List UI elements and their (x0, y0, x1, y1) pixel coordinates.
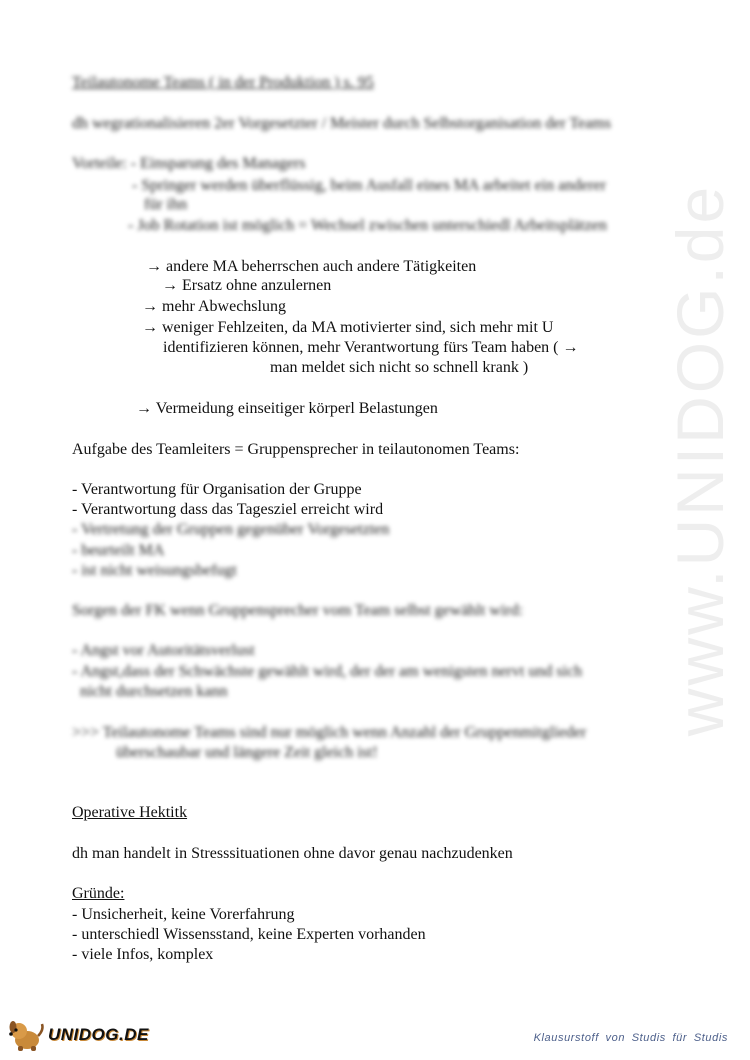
blurred-sorgen-1: - Angst vor Autoritätsverlust (72, 642, 255, 659)
dog-logo-icon (6, 1018, 46, 1052)
blurred-vorteile-line-2: - Springer werden überflüssig, beim Ausfall eines MA arbeitet ein anderer (132, 177, 607, 194)
aufgabe-item-1: - Verantwortung für Organisation der Gruppe (72, 481, 362, 498)
blurred-fazit-1: >>> Teilautonome Teams sind nur möglich wenn Anzahl der Gruppenmitglieder (72, 724, 587, 741)
blurred-vorteile-line-1: Vorteile: - Einsparung des Managers (72, 155, 306, 172)
footer-slogan: Klausurstoff von Studis für Studis (533, 1032, 728, 1044)
arrow-line-2: → Ersatz ohne anzulernen (162, 277, 332, 294)
arrow-line-3: → mehr Abwechslung (142, 298, 286, 315)
blurred-vorteile-line-4: - Job Rotation ist möglich = Wechsel zwischen unterschiedl Arbeitsplätzen (128, 217, 607, 234)
arrow-line-5: → Vermeidung einseitiger körperl Belastungen (136, 400, 438, 417)
aufgabe-item-5: - ist nicht weisungsbefugt (72, 562, 237, 579)
aufgabe-item-2: - Verantwortung dass das Tagesziel erreicht wird (72, 501, 384, 518)
aufgabe-item-3: - Vertretung der Gruppen gegenüber Vorgesetzten (72, 521, 390, 538)
blurred-fazit-2: überschaubar und längere Zeit gleich ist! (116, 744, 378, 761)
aufgabe-title: Aufgabe des Teamleiters = Gruppensprecher in teilautonomen Teams: (72, 441, 520, 458)
gruende-item-1: - Unsicherheit, keine Vorerfahrung (72, 906, 295, 923)
arrow-line-4c: man meldet sich nicht so schnell krank ) (270, 359, 529, 376)
gruende-item-3: - viele Infos, komplex (72, 946, 214, 963)
brand-name: UNIDOG.DE (48, 1025, 149, 1044)
aufgabe-item-4: - beurteilt MA (72, 542, 165, 559)
arrow-line-1: → andere MA beherrschen auch andere Tätigkeiten (146, 258, 477, 275)
watermark-text: www.UNIDOG.de (663, 183, 737, 737)
operative-title: Operative Hektitk (72, 804, 188, 821)
gruende-title: Gründe: (72, 885, 125, 902)
gruende-item-2: - unterschiedl Wissensstand, keine Experten vorhanden (72, 926, 426, 943)
blurred-vorteile-line-3: für ihn (144, 196, 188, 213)
operative-text: dh man handelt in Stresssituationen ohne davor genau nachzudenken (72, 845, 513, 862)
blurred-sorgen-title: Sorgen der FK wenn Gruppensprecher vom Team selbst gewählt wird: (72, 602, 524, 619)
arrow-line-4: → weniger Fehlzeiten, da MA motivierter sind, sich mehr mit U (142, 319, 554, 336)
arrow-line-4b: identifizieren können, mehr Verantwortung fürs Team haben ( → (163, 339, 579, 356)
blurred-title: Teilautonome Teams ( in der Produktion ) s. 95 (72, 74, 374, 91)
footer-brand (6, 1018, 156, 1052)
blurred-sorgen-3: nicht durchsetzen kann (80, 683, 228, 700)
blurred-intro: dh wegrationalisieren 2er Vorgesetzter / Meister durch Selbstorganisation der Teams (72, 115, 612, 132)
blurred-sorgen-2: - Angst,dass der Schwächste gewählt wird, der der am wenigsten nervt und sich (72, 663, 583, 680)
